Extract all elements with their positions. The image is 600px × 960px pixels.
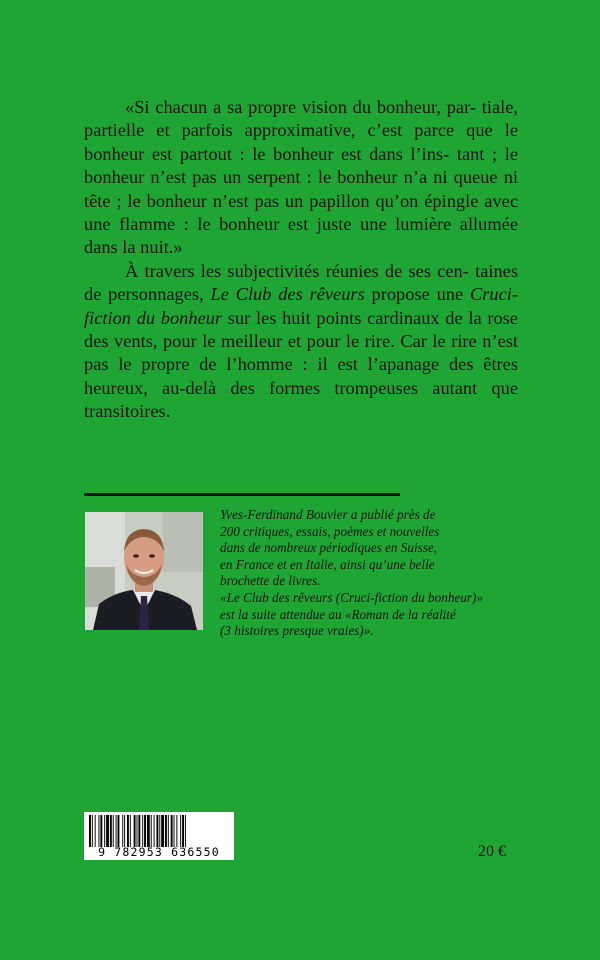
- book-title: Le Club des rêveurs: [210, 284, 365, 305]
- divider-rule: [84, 493, 400, 496]
- blurb-text: [84, 96, 518, 424]
- quote-paragraph: «Si chacun a sa propre vision du bonheur, par- tiale, partielle et parfois approximative, c’est parce que le bonheur est partout : le bonheur est dans l’ins- tant ; le bonheur n’est pas un serpent : le bonheur n’a ni queue ni tête ; le bonheur n’est pas un papillon qu’on épingle avec une flamme : le bonheur est juste une lumière allumée dans la nuit.»: [84, 97, 518, 258]
- isbn-barcode: [84, 812, 234, 860]
- author-photo: [85, 512, 203, 630]
- book-subtitle: Cruci-fiction du bonheur: [84, 284, 518, 328]
- barcode-bars: [89, 815, 229, 847]
- price-label: 20 €: [478, 843, 506, 860]
- author-bio: Yves-Ferdinand Bouvier a publié près de 200 critiques, essais, poèmes et nouvelles dans de nombreux périodiques en Suisse, en France et en Italie, ainsi qu’une belle brochette de livres. «Le Club des rêveurs (Cruci-fiction du bonheur)» est la suite attendue au «Roman de la réalité (3 histoires presque vraies)».: [220, 507, 483, 639]
- description-paragraph: À travers les subjectivités réunies de ses cen- taines de personnages, Le Club des rêveurs propose une Cruci-fiction du bonheur sur les huit points cardinaux de la rose des vents, pour le meilleur et pour le rire. Car le rire n’est pas le propre de l’homme : il est l’apanage des êtres heureux, au-delà des formes trompeuses autant que transitoires.: [84, 260, 518, 422]
- isbn-digits: 9 782953 636550: [98, 845, 220, 859]
